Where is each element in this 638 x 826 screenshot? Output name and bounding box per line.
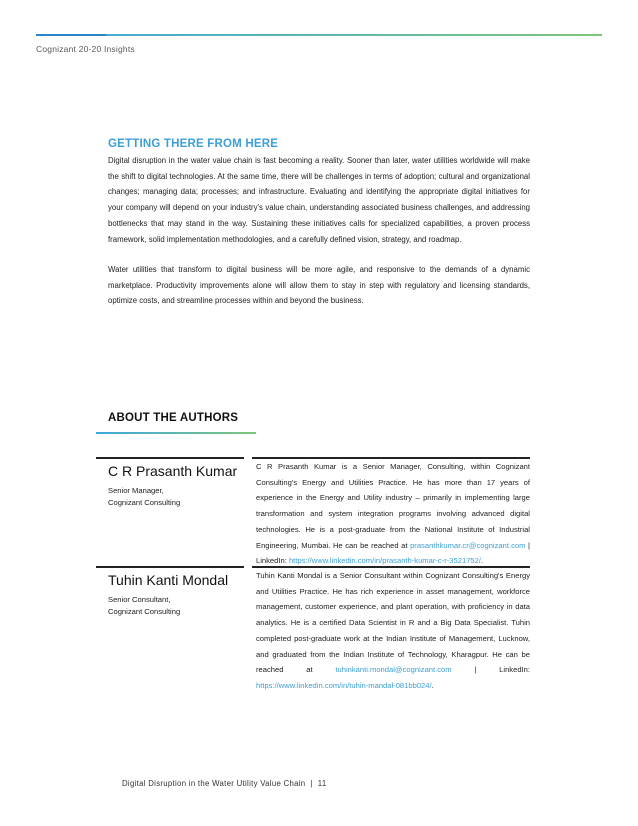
author-email-link[interactable]: prasanthkumar.cr@cognizant.com [410,540,526,550]
bio-end: . [480,556,484,566]
linkedin-prefix: | LinkedIn: [451,665,530,675]
footer-separator: | [310,779,313,788]
author-bio [256,459,530,569]
about-authors-heading: ABOUT THE AUTHORS [108,412,239,424]
about-authors-rule [96,432,256,434]
author-rule-left [96,566,244,568]
author-title: Senior Consultant, [108,595,171,604]
page-number: 11 [317,779,327,788]
section-heading: GETTING THERE FROM HERE [108,138,279,150]
page-footer [122,779,326,788]
author-rule-left [96,457,244,459]
header-rule [36,34,602,36]
author-name: Tuhin Kanti Mondal [108,572,229,588]
section-paragraph-1: Digital disruption in the water value chain is fast becoming a reality. Sooner than later, water utilities worldwide will make the shift to digital technologies. At the same time, there will be challenges in terms of adoption; cultural and organizational changes; managing data; processes; and infrastructure. Evaluating and identifying the appropriate digital initiatives for your company will depend on your industry's value chain, understanding associated business challenges, and addressing bottlenecks that may stand in the way. Sustaining these initiatives calls for specialized capabilities, a proven process framework, solid implementation methodologies, and a carefully defined vision, strategy, and roadmap. [108,156,530,244]
bio-end: . [431,680,434,690]
author-role [108,594,248,618]
author-company: Cognizant Consulting [108,606,181,616]
author-bio [256,568,530,694]
author-title: Senior Manager, [108,486,164,495]
section-paragraph-2: Water utilities that transform to digital business will be more agile, and responsive to the demands of a dynamic marketplace. Productivity improvements alone will allow them to stay in step with regulatory and licensing standards, optimize costs, and streamline processes within and beyond the business. [108,265,530,306]
linkedin-prefix: | LinkedIn: [256,540,530,566]
author-linkedin-link[interactable]: https://www.linkedin.com/in/prasanth-kumar-c-r-3521752/ [288,556,481,566]
author-name: C R Prasanth Kumar [108,463,238,479]
author-company: Cognizant Consulting [108,497,181,507]
footer-title: Digital Disruption in the Water Utility Value Chain [122,779,306,788]
author-role [108,485,248,509]
author-email-link[interactable]: tuhinkanti.mondal@cognizant.com [335,665,452,675]
header-rule-accent [36,34,106,36]
author-bio-text: C R Prasanth Kumar is a Senior Manager, Consulting, within Cognizant Consulting's Energy and Utilities Practice. He has more than 17 years of experience in the Energy and Utility industry – primarily in implementing large transformation and system integration programs involving advanced digital technologies. He is a post-graduate from the National Institute of Industrial Engineering, Mumbai. He can be reached at [256,462,530,550]
author-bio-text: Tuhin Kanti Mondal is a Senior Consultant within Cognizant Consulting's Energy and Utilities Practice. He has rich experience in asset management, workforce management, customer experience, and plant operation, with proficiency in data analytics. He is a certified Data Scientist in R and a Big Data Specialist. Tuhin completed post-graduate work at the Indian Institute of Management, Lucknow, and graduated from the Indian Institute of Technology, Kharagpur. He can be reached at [256,571,530,675]
author-linkedin-link[interactable]: https://www.linkedin.com/in/tuhin-mandal-081bb024/ [256,680,432,690]
running-header: Cognizant 20-20 Insights [36,44,135,54]
